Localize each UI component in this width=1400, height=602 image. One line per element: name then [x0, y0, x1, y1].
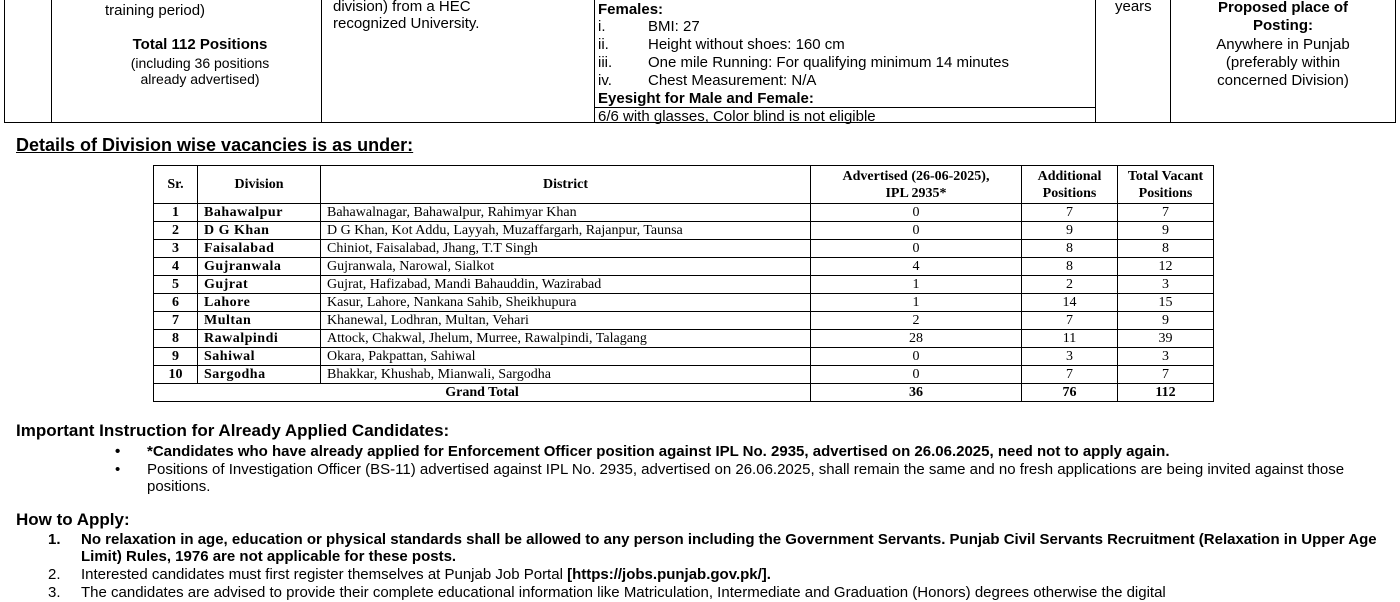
table-row — [154, 294, 1214, 312]
cell-additional: 3 — [1022, 348, 1118, 366]
list-item — [48, 531, 1388, 565]
cell-advertised: 2 — [811, 312, 1022, 330]
cell-district: Gujranwala, Narowal, Sialkot — [321, 258, 811, 276]
cell-district: Okara, Pakpattan, Sahiwal — [321, 348, 811, 366]
cell-total: 3 — [1118, 348, 1214, 366]
cell-advertised: 0 — [811, 240, 1022, 258]
bullet-icon: • — [115, 443, 121, 460]
requirement-number: iv. — [598, 72, 612, 89]
header-total-line2: Positions — [1138, 185, 1193, 201]
cell-additional: 8 — [1022, 258, 1118, 276]
cell-division: Gujranwala — [198, 258, 321, 276]
item-text: Interested candidates must first register themselves at Punjab Job Portal — [81, 566, 568, 583]
item-number: 2. — [48, 566, 61, 583]
grand-total-advertised: 36 — [811, 384, 1022, 402]
cell-total: 7 — [1118, 204, 1214, 222]
division-vacancies-heading: Details of Division wise vacancies is as under: — [16, 135, 414, 155]
cell-division: Sahiwal — [198, 348, 321, 366]
important-instruction-title: Important Instruction for Already Applied Candidates: — [16, 421, 450, 440]
header-additional — [1022, 166, 1118, 204]
cell-division: Gujrat — [198, 276, 321, 294]
cell-district: Attock, Chakwal, Jhelum, Murree, Rawalpindi, Talagang — [321, 330, 811, 348]
cell-advertised: 0 — [811, 222, 1022, 240]
posting-title-1: Proposed place of — [1217, 0, 1349, 16]
cell-sr: 1 — [154, 204, 198, 222]
how-to-apply-list — [48, 531, 1388, 602]
vacancies-table — [153, 165, 1214, 402]
requirement-text: Height without shoes: 160 cm — [648, 36, 845, 53]
table-row — [154, 204, 1214, 222]
how-to-apply-title: How to Apply: — [16, 510, 130, 529]
requirements-table — [4, 0, 1396, 123]
bullet-text: Positions of Investigation Officer (BS-11) advertised against IPL No. 2935, advertised on 26.06.2025, shall remain the same and no fresh applications are being invited against those positions. — [147, 461, 1345, 495]
item-number: 1. — [48, 531, 61, 548]
posting-text-1: Anywhere in Punjab — [1216, 36, 1350, 53]
header-sr: Sr. — [154, 166, 198, 204]
cell-sr: 2 — [154, 222, 198, 240]
important-bullet-list — [115, 443, 1387, 496]
item-text: The candidates are advised to provide their complete educational information like Matriculation, Intermediate and Graduation (Honors) degrees otherwise the digital — [81, 584, 1166, 601]
cell-division: D G Khan — [198, 222, 321, 240]
bullet-icon: • — [115, 461, 121, 478]
already-advertised-text: already advertised) — [140, 71, 260, 87]
cell-sr: 6 — [154, 294, 198, 312]
posting-title-2: Posting: — [1253, 17, 1313, 34]
cell-advertised: 0 — [811, 204, 1022, 222]
table-divider — [594, 0, 595, 122]
cell-district: Bhakkar, Khushab, Mianwali, Sargodha — [321, 366, 811, 384]
header-additional-line2: Positions — [1042, 185, 1097, 201]
job-portal-link[interactable]: [https://jobs.punjab.gov.pk/]. — [567, 566, 771, 583]
header-total — [1118, 166, 1214, 204]
cell-division: Rawalpindi — [198, 330, 321, 348]
cell-total: 12 — [1118, 258, 1214, 276]
cell-total: 3 — [1118, 276, 1214, 294]
header-advertised — [811, 166, 1022, 204]
cell-division: Faisalabad — [198, 240, 321, 258]
cell-additional: 14 — [1022, 294, 1118, 312]
item-number: 3. — [48, 584, 61, 601]
cell-additional: 7 — [1022, 366, 1118, 384]
cell-district: Gujrat, Hafizabad, Mandi Bahauddin, Wazirabad — [321, 276, 811, 294]
education-text-1: division) from a HEC — [333, 0, 471, 15]
cell-advertised: 4 — [811, 258, 1022, 276]
table-row — [154, 258, 1214, 276]
header-additional-line1: Additional — [1037, 168, 1102, 184]
list-item — [48, 566, 1388, 583]
females-label: Females: — [598, 1, 664, 18]
table-row — [154, 276, 1214, 294]
requirement-number: ii. — [598, 36, 609, 53]
cell-total: 15 — [1118, 294, 1214, 312]
list-item — [115, 443, 1387, 460]
cell-sr: 9 — [154, 348, 198, 366]
cell-sr: 3 — [154, 240, 198, 258]
cell-district: Kasur, Lahore, Nankana Sahib, Sheikhupura — [321, 294, 811, 312]
training-period-text: training period) — [105, 2, 206, 19]
grand-total-row — [154, 384, 1214, 402]
cell-sr: 10 — [154, 366, 198, 384]
posting-text-3: concerned Division) — [1217, 72, 1349, 89]
cell-advertised: 28 — [811, 330, 1022, 348]
grand-total-total: 112 — [1118, 384, 1214, 402]
header-division: Division — [198, 166, 321, 204]
bullet-text: *Candidates who have already applied for Enforcement Officer position against IPL No. 2935, advertised on 26.06.2025, need not to apply again. — [147, 443, 1170, 460]
cell-district: Chiniot, Faisalabad, Jhang, T.T Singh — [321, 240, 811, 258]
requirement-text: One mile Running: For qualifying minimum 14 minutes — [648, 54, 1009, 71]
cell-additional: 9 — [1022, 222, 1118, 240]
item-text: No relaxation in age, education or physical standards shall be allowed to any person including the Government Servants. Punjab Civil Servants Recruitment (Relaxation in Upper Age Limit) Rules, 1976 are not applicable for these posts. — [81, 531, 1377, 565]
table-header-row — [154, 166, 1214, 204]
cell-district: Khanewal, Lodhran, Multan, Vehari — [321, 312, 811, 330]
table-row — [154, 222, 1214, 240]
requirement-number: iii. — [598, 54, 613, 71]
cell-division: Multan — [198, 312, 321, 330]
header-advertised-line1: Advertised (26-06-2025), — [842, 168, 990, 184]
cell-advertised: 1 — [811, 276, 1022, 294]
cell-total: 9 — [1118, 312, 1214, 330]
cell-district: Bahawalnagar, Bahawalpur, Rahimyar Khan — [321, 204, 811, 222]
cell-sr: 5 — [154, 276, 198, 294]
table-divider — [321, 0, 322, 122]
list-item — [48, 584, 1388, 601]
table-row — [154, 312, 1214, 330]
header-total-line1: Total Vacant — [1127, 168, 1204, 184]
header-advertised-line2: IPL 2935* — [885, 185, 947, 201]
table-row — [154, 330, 1214, 348]
eyesight-label: Eyesight for Male and Female: — [598, 90, 814, 107]
header-district: District — [321, 166, 811, 204]
table-row — [154, 348, 1214, 366]
list-item — [115, 461, 1387, 495]
eyesight-text: 6/6 with glasses, Color blind is not eligible — [598, 108, 876, 125]
cell-district: D G Khan, Kot Addu, Layyah, Muzaffargarh, Rajanpur, Taunsa — [321, 222, 811, 240]
grand-total-additional: 76 — [1022, 384, 1118, 402]
requirement-number: i. — [598, 18, 606, 35]
cell-division: Sargodha — [198, 366, 321, 384]
cell-total: 9 — [1118, 222, 1214, 240]
total-positions-text: Total 112 Positions — [132, 36, 268, 53]
cell-additional: 11 — [1022, 330, 1118, 348]
requirement-text: Chest Measurement: N/A — [648, 72, 817, 89]
cell-additional: 7 — [1022, 204, 1118, 222]
cell-division: Bahawalpur — [198, 204, 321, 222]
cell-division: Lahore — [198, 294, 321, 312]
table-row — [154, 240, 1214, 258]
requirement-text: BMI: 27 — [648, 18, 700, 35]
cell-advertised: 0 — [811, 348, 1022, 366]
table-divider — [51, 0, 52, 122]
age-years-text: years — [1115, 0, 1152, 15]
cell-additional: 2 — [1022, 276, 1118, 294]
posting-text-2: (preferably within — [1225, 54, 1341, 71]
education-text-2: recognized University. — [333, 15, 480, 32]
cell-additional: 7 — [1022, 312, 1118, 330]
table-divider — [1095, 0, 1096, 122]
including-positions-text: (including 36 positions — [130, 55, 270, 71]
grand-total-label: Grand Total — [154, 384, 811, 402]
cell-total: 8 — [1118, 240, 1214, 258]
cell-sr: 8 — [154, 330, 198, 348]
cell-sr: 7 — [154, 312, 198, 330]
table-row — [154, 366, 1214, 384]
cell-advertised: 0 — [811, 366, 1022, 384]
cell-total: 39 — [1118, 330, 1214, 348]
cell-advertised: 1 — [811, 294, 1022, 312]
cell-total: 7 — [1118, 366, 1214, 384]
cell-sr: 4 — [154, 258, 198, 276]
cell-additional: 8 — [1022, 240, 1118, 258]
